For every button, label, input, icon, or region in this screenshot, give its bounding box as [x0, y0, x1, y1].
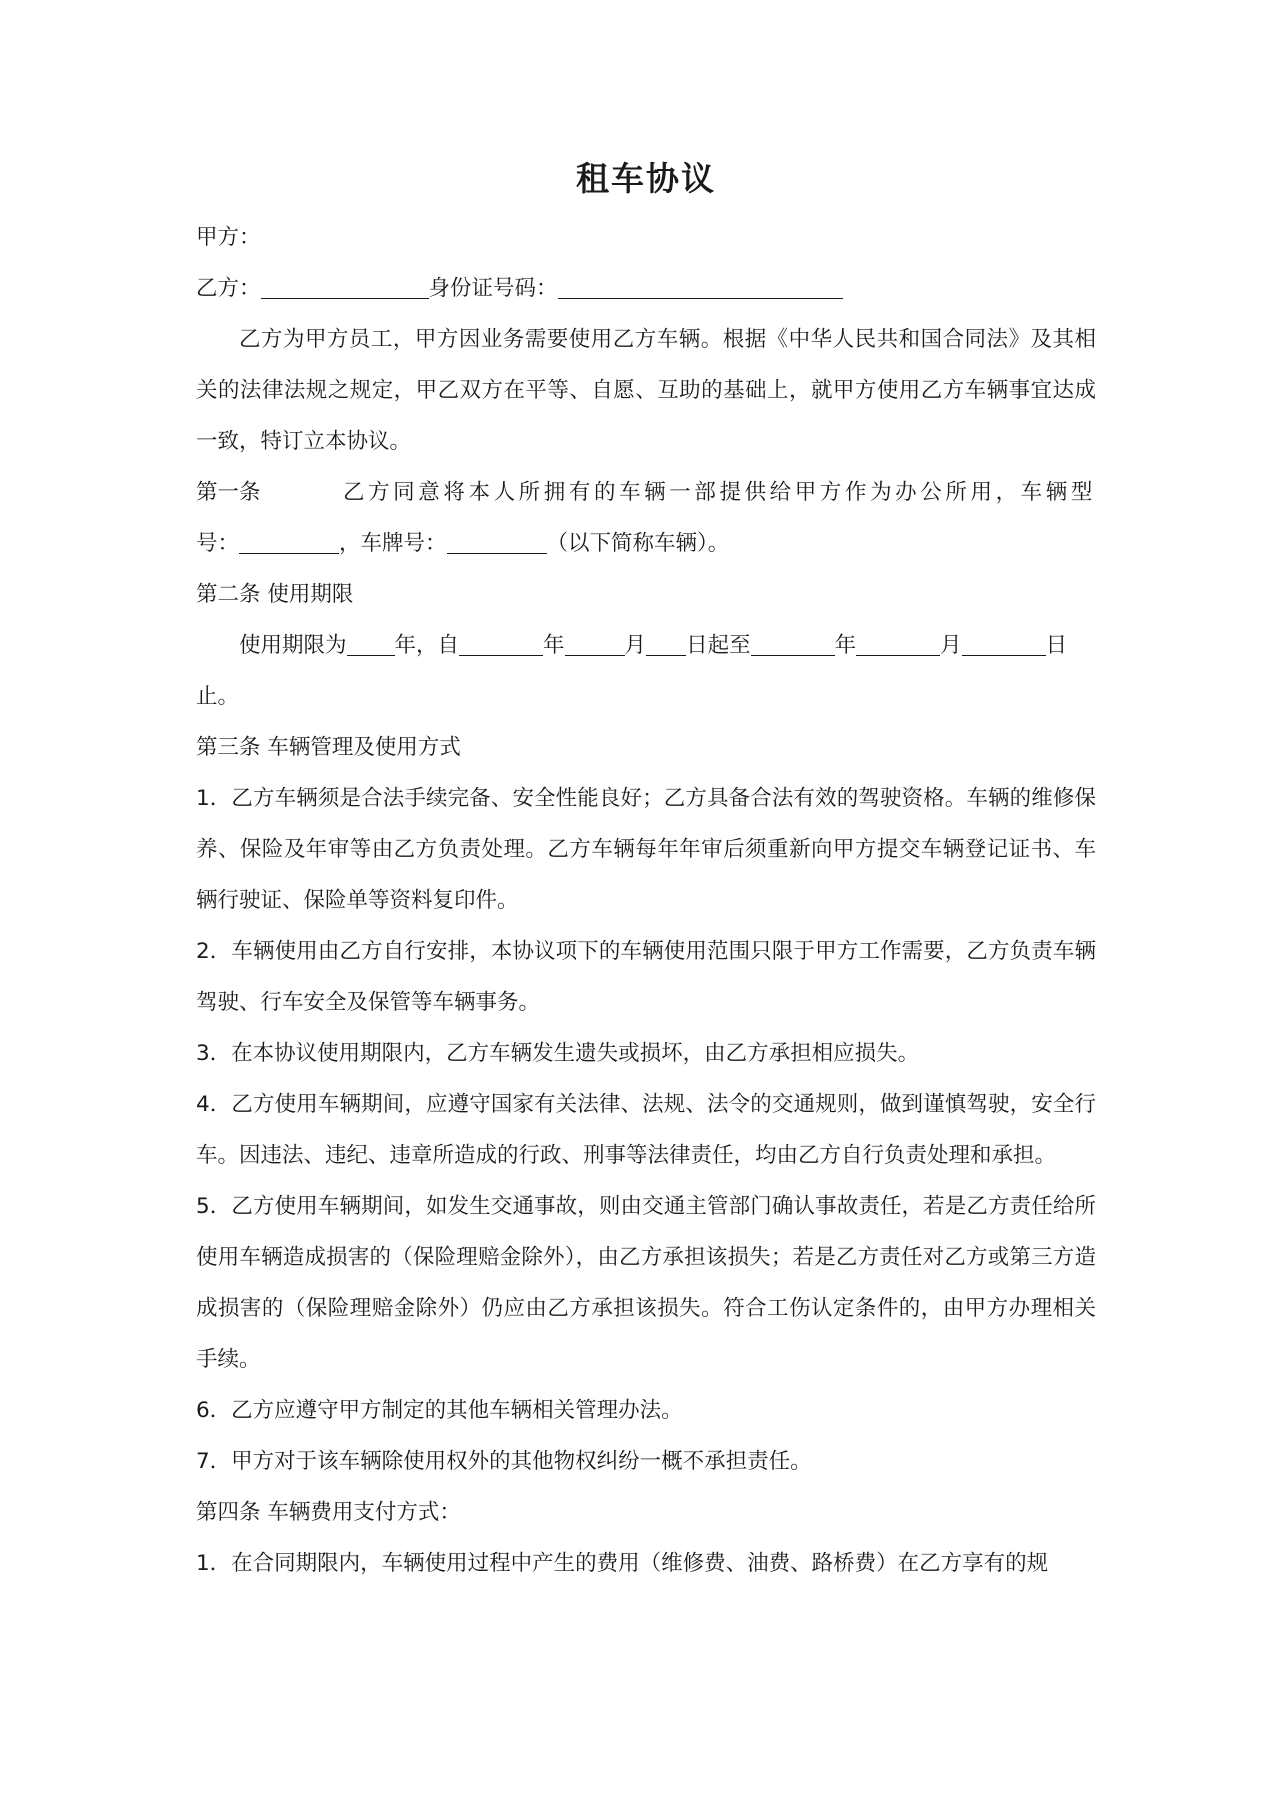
article1-tail: （以下简称车辆）。: [546, 531, 730, 556]
vehicle-model-blank[interactable]: [239, 529, 339, 554]
party-b-label: 乙方：: [196, 276, 261, 301]
usage-period-line: [196, 620, 1096, 671]
article3-heading: 第三条 车辆管理及使用方式: [196, 735, 461, 760]
article2-heading: 第二条 使用期限: [196, 582, 354, 607]
id-number-blank[interactable]: [558, 274, 843, 299]
end-month-blank[interactable]: [856, 631, 940, 656]
article1-heading: 第一条: [196, 480, 261, 505]
period-text-4: 月: [624, 633, 647, 658]
article3-item-4: 4．乙方使用车辆期间，应遵守国家有关法律、法规、法令的交通规则，做到谨慎驾驶，安全行车。因违法、违纪、违章所造成的行政、刑事等法律责任，均由乙方自行负责处理和承担。: [196, 1092, 1096, 1168]
period-text-5: 日起至: [686, 633, 751, 658]
id-number-label: 身份证号码：: [428, 276, 558, 301]
years-blank[interactable]: [347, 631, 395, 656]
start-year-blank[interactable]: [459, 631, 543, 656]
period-text-3: 年: [543, 633, 565, 658]
party-b-name-blank[interactable]: [261, 274, 429, 299]
start-day-blank[interactable]: [646, 631, 686, 656]
article3-item-3: 3．在本协议使用期限内，乙方车辆发生遗失或损坏，由乙方承担相应损失。: [196, 1041, 920, 1066]
license-plate-blank[interactable]: [447, 529, 547, 554]
article4-item-1: 1．在合同期限内，车辆使用过程中产生的费用（维修费、油费、路桥费）在乙方享有的规: [196, 1551, 1049, 1576]
article3-item-5: 5．乙方使用车辆期间，如发生交通事故，则由交通主管部门确认事故责任，若是乙方责任给所使用车辆造成损害的（保险理赔金除外），由乙方承担该损失；若是乙方责任对乙方或第三方造成损害的（保险理赔金除外）仍应由乙方承担该损失。符合工伤认定条件的，由甲方办理相关手续。: [196, 1194, 1096, 1372]
article1-line1: [196, 467, 1096, 518]
period-text-7: 月: [940, 633, 962, 658]
party-a-line: [196, 212, 1096, 263]
article1-line2: [196, 518, 1096, 569]
end-day-blank[interactable]: [962, 631, 1046, 656]
article3-item-6: 6．乙方应遵守甲方制定的其他车辆相关管理办法。: [196, 1398, 683, 1423]
plate-label: ，车牌号：: [339, 531, 447, 556]
start-month-blank[interactable]: [565, 631, 625, 656]
period-text-2: 年，自: [394, 633, 460, 658]
period-text-1: 使用期限为: [239, 633, 347, 658]
article4-heading: 第四条 车辆费用支付方式：: [196, 1500, 461, 1525]
party-b-line: [196, 263, 1096, 314]
period-text-6: 年: [834, 633, 857, 658]
model-label: 号：: [196, 531, 240, 556]
article3-item-7: 7．甲方对于该车辆除使用权外的其他物权纠纷一概不承担责任。: [196, 1449, 812, 1474]
party-a-label: 甲方：: [196, 225, 261, 250]
document-title: 租车协议: [576, 159, 716, 198]
article3-item-2: 2．车辆使用由乙方自行安排，本协议项下的车辆使用范围只限于甲方工作需要，乙方负责车辆驾驶、行车安全及保管等车辆事务。: [196, 939, 1096, 1015]
usage-period-end: 止。: [196, 684, 240, 709]
preamble-paragraph: 乙方为甲方员工，甲方因业务需要使用乙方车辆。根据《中华人民共和国合同法》及其相关的法律法规之规定，甲乙双方在平等、自愿、互助的基础上，就甲方使用乙方车辆事宜达成一致，特订立本协议。: [196, 327, 1096, 454]
end-year-blank[interactable]: [751, 631, 835, 656]
article1-text: 乙方同意将本人所拥有的车辆一部提供给甲方作为办公所用，车辆型: [342, 480, 1096, 505]
contract-page: [196, 150, 1096, 1589]
article3-item-1: 1．乙方车辆须是合法手续完备、安全性能良好；乙方具备合法有效的驾驶资格。车辆的维修保养、保险及年审等由乙方负责处理。乙方车辆每年年审后须重新向甲方提交车辆登记证书、车辆行驶证、保险单等资料复印件。: [196, 786, 1096, 913]
period-text-8: 日: [1045, 633, 1068, 658]
